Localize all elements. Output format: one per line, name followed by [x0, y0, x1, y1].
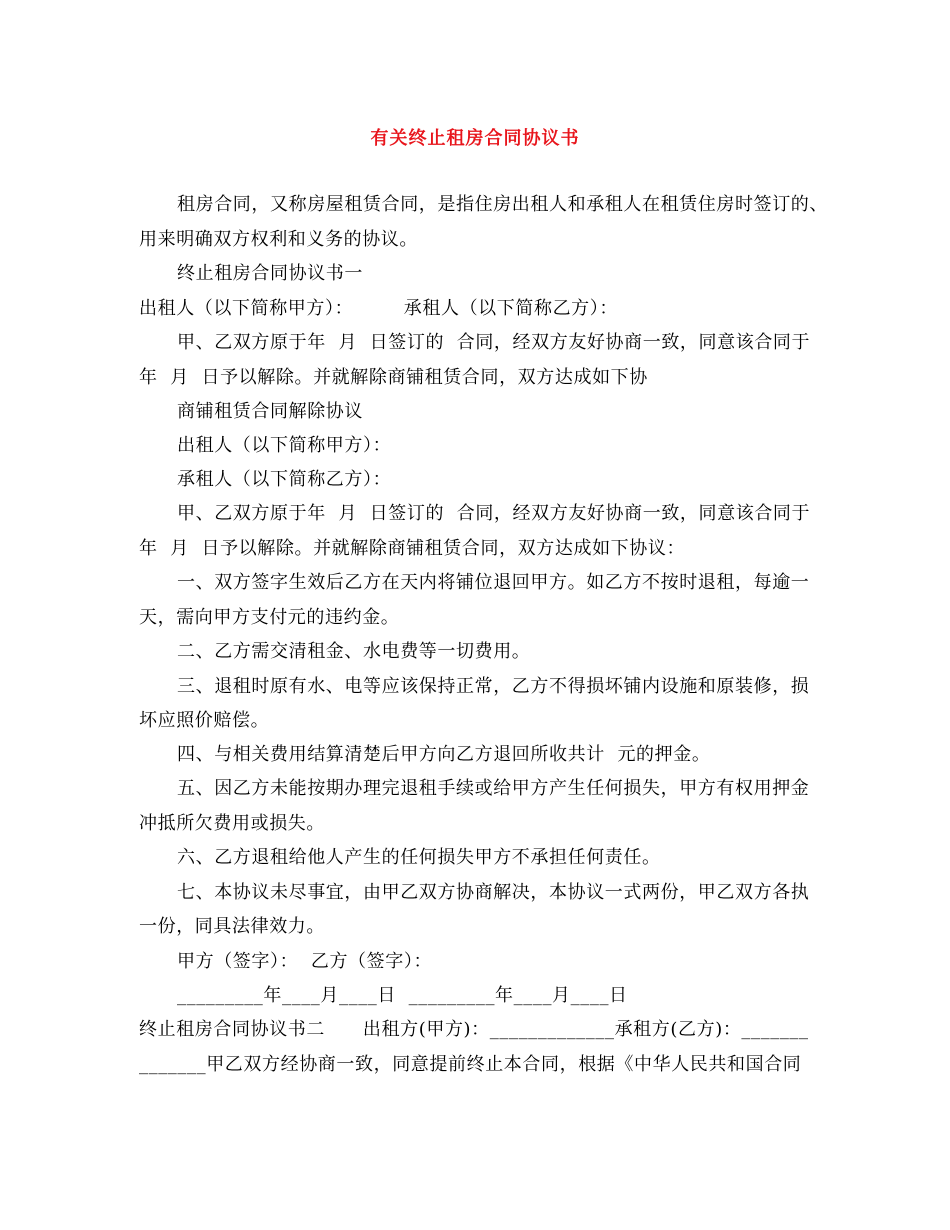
paragraph-line: 用来明确双方权利和义务的协议。 [139, 229, 418, 250]
section-heading: 商铺租赁合同解除协议 [177, 401, 363, 422]
clause-line: 冲抵所欠费用或损失。 [139, 813, 325, 834]
clause-line: 四、与相关费用结算清楚后甲方向乙方退回所收共计 元的押金。 [177, 744, 711, 765]
paragraph-line: _______甲乙双方经协商一致，同意提前终止本合同，根据《中华人民共和国合同 [139, 1054, 802, 1075]
clause-line: 天，需向甲方支付元的违约金。 [139, 607, 400, 628]
date-line: _________年____月____日 _________年____月____日 [177, 985, 628, 1006]
party-line: 出租人（以下简称甲方）： [177, 435, 392, 456]
section-heading: 终止租房合同协议书一 [177, 263, 363, 284]
signature-line: 甲方（签字）： 乙方（签字）： [177, 951, 433, 972]
section-heading: 终止租房合同协议书二 出租方(甲方)：_____________承租方(乙方)：_______ [139, 1019, 809, 1040]
clause-line: 五、因乙方未能按期办理完退租手续或给甲方产生任何损失，甲方有权用押金 [177, 778, 810, 799]
clause-line: 坏应照价赔偿。 [139, 710, 270, 731]
paragraph-line: 年 月 日予以解除。并就解除商铺租赁合同，双方达成如下协 [139, 367, 648, 388]
paragraph-line: 甲、乙双方原于年 月 日签订的 合同，经双方友好协商一致，同意该合同于 [177, 332, 811, 353]
clause-line: 七、本协议未尽事宜，由甲乙双方协商解决，本协议一式两份，甲乙双方各执 [177, 882, 810, 903]
clause-line: 二、乙方需交清租金、水电费等一切费用。 [177, 641, 531, 662]
paragraph-line: 年 月 日予以解除。并就解除商铺租赁合同，双方达成如下协议： [139, 538, 686, 559]
clause-line: 一、双方签字生效后乙方在天内将铺位退回甲方。如乙方不按时退租，每逾一 [177, 572, 810, 593]
paragraph-line: 租房合同，又称房屋租赁合同，是指住房出租人和承租人在租赁住房时签订的、 [177, 194, 828, 215]
clause-line: 六、乙方退租给他人产生的任何损失甲方不承担任何责任。 [177, 847, 661, 868]
paragraph-line: 甲、乙双方原于年 月 日签订的 合同，经双方友好协商一致，同意该合同于 [177, 503, 811, 524]
document-title: 有关终止租房合同协议书 [370, 128, 580, 149]
clause-line: 三、退租时原有水、电等应该保持正常，乙方不得损坏铺内设施和原装修，损 [177, 676, 810, 697]
parties-line: 出租人（以下简称甲方）： 承租人（以下简称乙方）： [139, 298, 618, 319]
party-line: 承租人（以下简称乙方）： [177, 469, 392, 490]
clause-line: 一份，同具法律效力。 [139, 916, 325, 937]
